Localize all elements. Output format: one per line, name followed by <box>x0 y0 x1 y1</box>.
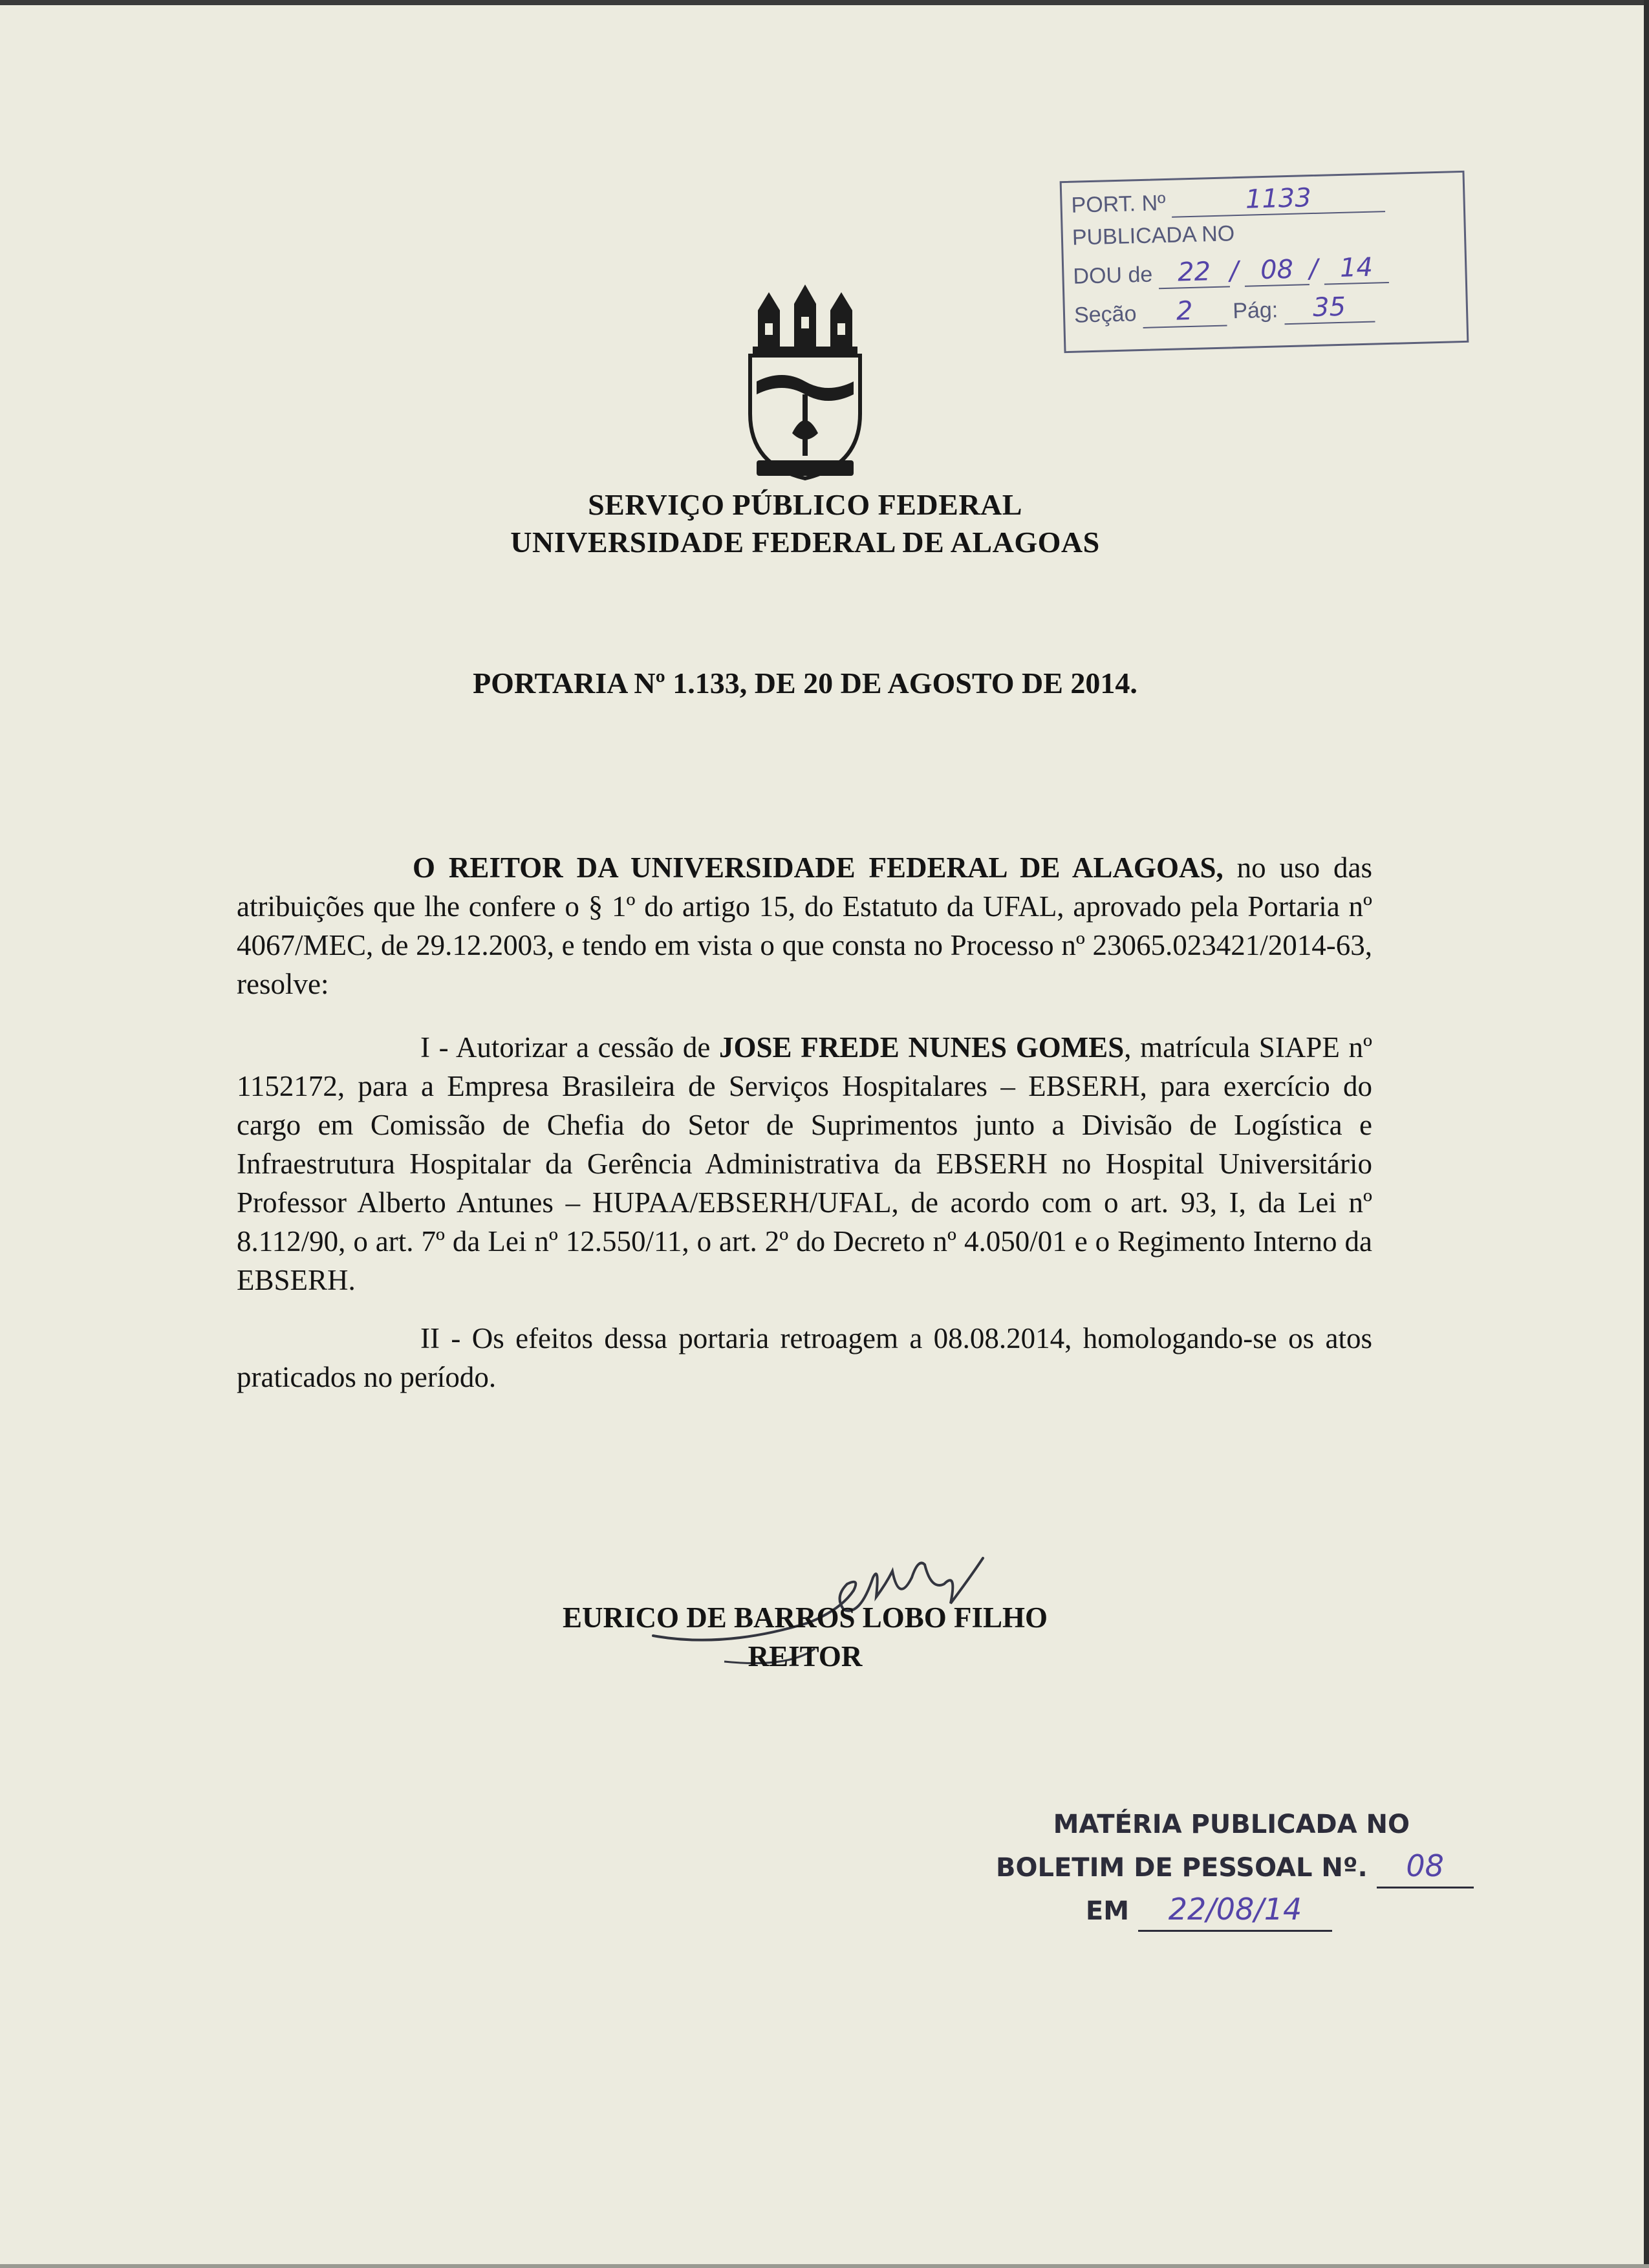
page-edge-bottom <box>0 2264 1649 2268</box>
item-1-paragraph <box>237 1028 1372 1300</box>
stamp-port-label: PORT. Nº <box>1071 190 1166 218</box>
header-line-1: SERVIÇO PÚBLICO FEDERAL <box>588 488 1022 521</box>
stamp-publicada-label: PUBLICADA NO <box>1072 221 1235 250</box>
preamble-paragraph <box>237 848 1372 1003</box>
boletim-number: 08 <box>1377 1845 1474 1888</box>
boletim-line-2: BOLETIM DE PESSOAL Nº. <box>996 1853 1368 1883</box>
header-line-2: UNIVERSIDADE FEDERAL DE ALAGOAS <box>510 526 1100 559</box>
item-2-paragraph <box>237 1319 1372 1396</box>
boletim-line-1: MATÉRIA PUBLICADA NO <box>1053 1810 1410 1839</box>
preamble-text: no uso das atribuições que lhe confere o § 1º do artigo 15, do Estatuto da UFAL, aprovado pela Portaria nº 4067/MEC, de 29.12.2003, e tendo em vista o que consta no Processo nº 23065.023421/2014-63, resolve: <box>237 851 1372 1000</box>
item-1-prefix: I - Autorizar a cessão de <box>420 1031 720 1064</box>
page-edge-top <box>0 0 1649 5</box>
stamp-pag-label: Pág: <box>1232 297 1278 324</box>
stamp-secao-label: Seção <box>1073 301 1137 328</box>
signatory-name: EURICO DE BARROS LOBO FILHO <box>562 1601 1048 1634</box>
boletim-pessoal-stamp <box>996 1804 1444 1933</box>
stamp-port-value: 1133 <box>1245 183 1312 215</box>
signature-block <box>0 1598 1610 1676</box>
university-crest-icon <box>744 284 867 485</box>
signatory-role: REITOR <box>748 1640 863 1673</box>
stamp-dou-year: 14 <box>1339 252 1374 283</box>
item-1-text: , matrícula SIAPE nº 1152172, para a Empresa Brasileira de Serviços Hospitalares – EBSERH, para exercício do cargo em Comissão de Chefia do Setor de Suprimentos junto a Divisão de Logística e Infraestrutura Hospitalar da Gerência Administrativa da EBSERH no Hospital Universitário Professor Alberto Antunes – HUPAA/EBSERH/UFAL, de acordo com o art. 93, I, da Lei nº 8.112/90, o art. 7º da Lei nº 12.550/11, o art. 2º do Decreto nº 4.050/01 e o Regimento Interno da EBSERH. <box>237 1031 1372 1296</box>
document-title: PORTARIA Nº 1.133, DE 20 DE AGOSTO DE 2014. <box>473 667 1137 700</box>
stamp-dou-month: 08 <box>1260 254 1294 286</box>
preamble-bold: O REITOR DA UNIVERSIDADE FEDERAL DE ALAGOAS, <box>413 851 1223 884</box>
dou-publication-stamp: PORT. Nº 1133 PUBLICADA NO DOU de 22 / 08 / 14 Seção 2 Pág: 35 <box>1060 171 1469 353</box>
stamp-secao-value: 2 <box>1176 295 1194 326</box>
boletim-em-label: EM <box>1085 1896 1130 1926</box>
item-1-name: JOSE FREDE NUNES GOMES <box>719 1031 1125 1064</box>
institution-header <box>0 486 1610 561</box>
page-edge-right <box>1644 0 1649 2268</box>
stamp-dou-day: 22 <box>1177 257 1211 288</box>
boletim-date: 22/08/14 <box>1138 1888 1332 1932</box>
stamp-pag-value: 35 <box>1312 292 1346 323</box>
stamp-dou-label: DOU de <box>1072 262 1153 289</box>
item-2-text: II - Os efeitos dessa portaria retroagem a 08.08.2014, homologando-se os atos praticados no período. <box>237 1322 1372 1393</box>
